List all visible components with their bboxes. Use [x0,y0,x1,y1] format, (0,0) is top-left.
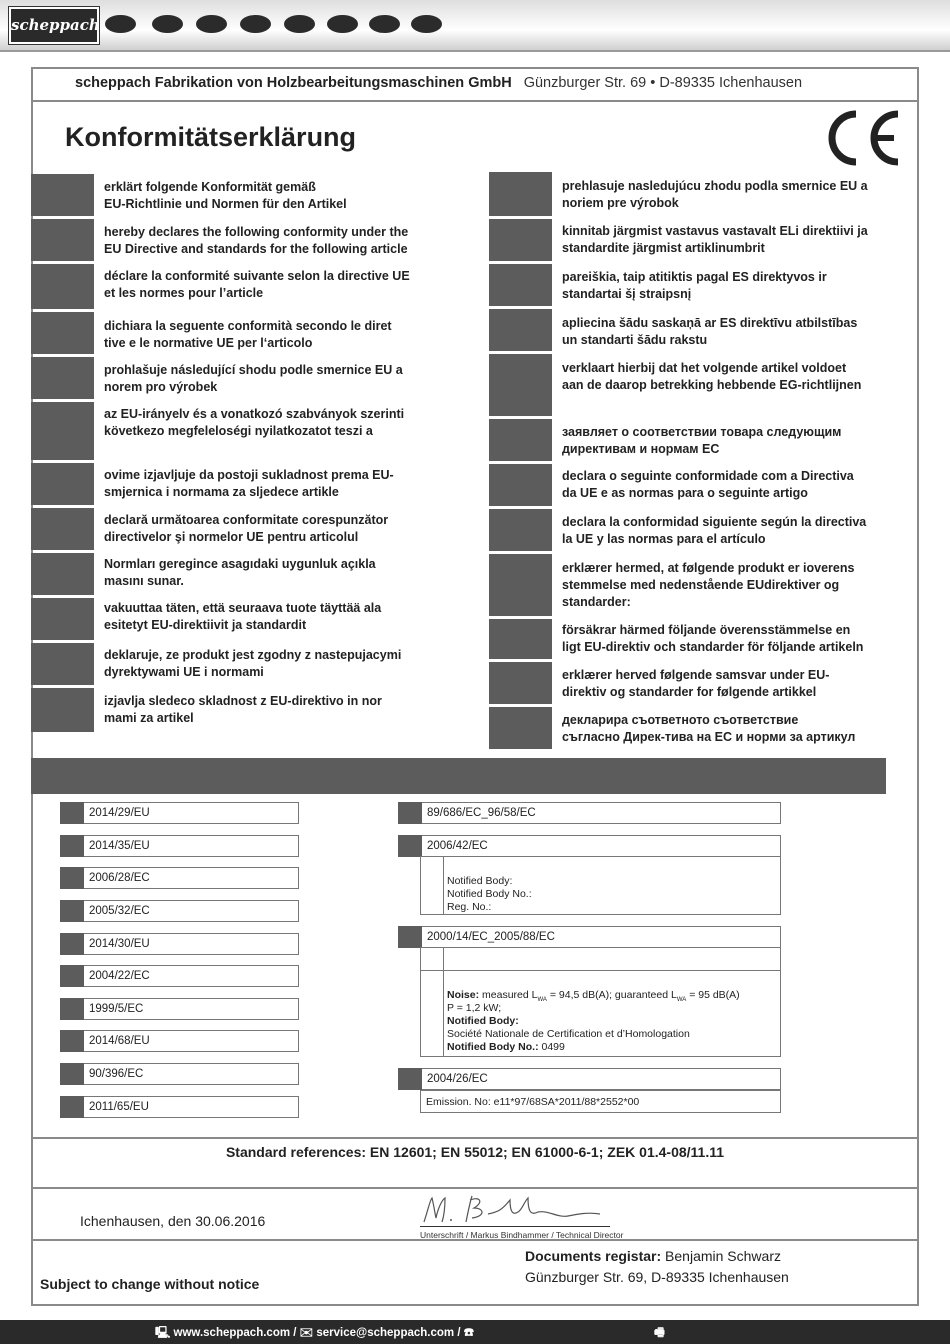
place-date: Ichenhausen, den 30.06.2016 [80,1213,266,1229]
monitor-icon: 🖳 [155,1327,171,1339]
top-bar [0,0,950,52]
directive-item: 2014/30/EU [60,933,299,955]
scheppach-logo: scheppach [9,7,99,44]
directive-item: 2004/22/EC [60,965,299,987]
emission-number: Emission. No: e11*97/68SA*2011/88*2552*00 [426,1096,640,1108]
language-statement: vakuuttaa täten, että seuraava tuote täyttää ala esitetyt EU-direktiivit ja standardit [104,601,382,632]
dot-icon [411,15,442,33]
company-header [75,75,802,91]
notified-body-number: Notified Body No.: 0499 [447,1041,565,1053]
language-statement: izjavlja sledeco skladnost z EU-direktivo in nor mami za artikel [104,694,382,725]
language-marker [489,554,552,616]
language-statement: az EU-irányelv és a vonatkozó szabványok szerinti következo megfeleloségi nyilatkozatot teszi a [104,407,405,438]
directive-item: 2014/35/EU [60,835,299,857]
directive-item: 89/686/EC_96/58/EC [398,802,781,824]
documents-address: Günzburger Str. 69, D-89335 Ichenhausen [525,1269,789,1285]
language-statement: ovime izjavljuje da postoji sukladnost prema EU- smjernica i normama za sljedece artikle [104,468,394,499]
language-statement: declara o seguinte conformidade com a Directiva da UE e as normas para o seguinte artigo [562,469,854,500]
directive-item: 2014/68/EU [60,1030,299,1052]
signature-line [420,1226,610,1227]
language-marker [31,598,94,640]
notified-body-box [420,856,781,915]
language-statement: hereby declares the following conformity under the EU Directive and standards for the following article [104,225,409,256]
page-title: Konformitätserklärung [65,122,357,152]
language-marker [489,619,552,659]
directive-item: 2005/32/EC [60,900,299,922]
language-statement: erklærer hermed, at følgende produkt er ioverens stemmelse med nedenstående EUdirektiver og standarder: [562,561,855,609]
divider [31,100,919,102]
company-address: Günzburger Str. 69 • D-89335 Ichenhausen [523,75,803,91]
dot-icon [152,15,183,33]
language-marker [489,707,552,749]
documents-name: Benjamin Schwarz [665,1248,781,1264]
language-marker [489,264,552,306]
language-statement: kinnitab järgmist vastavus vastavalt ELi direktiivi ja standardite järgmist artiklinumbrit [562,224,868,255]
dot-icon [327,15,358,33]
language-marker [31,553,94,595]
footer-bar [0,1320,950,1344]
notified-body-label: Notified Body: [447,875,513,887]
directive-item: 2004/26/EC [398,1068,781,1090]
change-notice: Subject to change without notice [40,1276,260,1292]
language-marker [489,309,552,351]
standard-references: Standard references: EN 12601; EN 55012; EN 61000-6-1; ZEK 01.4-08/11.11 [225,1144,725,1160]
directive-item: 2011/65/EU [60,1096,299,1118]
notified-body-no-label: Notified Body No.: [447,888,532,900]
language-statement: prehlasuje nasledujúcu zhodu podla smernice EU a noriem pre výrobok [562,179,868,210]
dot-icon [369,15,400,33]
language-statement: försäkrar härmed följande överensstämmelse en ligt EU-direktiv och standarder för följande artikeln [562,623,864,654]
website-link[interactable]: www.scheppach.com / [173,1327,297,1339]
language-statement: verklaart hierbij dat het volgende artikel voldoet aan de daarop betrekking hebbende EG-richtlijnen [562,361,862,392]
mail-icon: ✉ [299,1327,314,1339]
language-statement: apliecina šādu saskaņā ar ES direktīvu atbilstības un standarti šādu rakstu [562,316,858,347]
emission-box [420,1090,781,1113]
directive-item: 2006/42/EC [398,835,781,857]
language-marker [31,312,94,354]
language-marker [489,509,552,551]
company-name: scheppach Fabrikation von Holzbearbeitungsmaschinen GmbH [75,75,512,91]
language-marker [31,264,94,309]
dot-icon [284,15,315,33]
fax-icon: 🖷 [654,1327,665,1339]
noise-line: Noise: measured $L_{WA} = 94,5$ dB(A); guaranteed $L_{WA} = 95$ dB(A) [447,989,740,1004]
language-statement: deklaruje, ze produkt jest zgodny z nastepujacymi dyrektywami UE i normami [104,648,402,679]
dot-icon [240,15,271,33]
language-statement: декларира съответното съответствие съгласно Дирек-тива на ЕС и норми за артикул [562,713,856,744]
directive-item: 2014/29/EU [60,802,299,824]
article-band [31,758,886,794]
language-marker [489,172,552,216]
language-marker [489,419,552,461]
language-marker [489,219,552,261]
language-statement: erklærer herved følgende samsvar under EU- direktiv og standarder for følgende artikkel [562,668,830,699]
language-marker [31,463,94,505]
language-marker [489,662,552,704]
language-marker [489,464,552,506]
directive-item: 90/396/EC [60,1063,299,1085]
divider [31,1137,919,1139]
language-statement: declară următoarea conformitate corespunzător directivelor şi normelor UE pentru articolul [104,513,389,544]
language-marker [31,643,94,685]
signature-caption: Unterschrift / Markus Bindhammer / Technical Director [420,1230,624,1240]
language-statement: prohlašuje následující shodu podle smernice EU a norem pro výrobek [104,363,403,394]
email-link[interactable]: service@scheppach.com / [316,1327,461,1339]
documents-label: Documents registar: [525,1248,662,1264]
language-statement: declara la conformidad siguiente según la directiva la UE y las normas para el artículo [562,515,867,546]
directive-item: 2006/28/EC [60,867,299,889]
ce-mark-icon [820,108,904,168]
noise-info-box [420,947,781,1057]
notified-body-name: Société Nationale de Certification et d’Homologation [447,1028,690,1040]
language-marker [31,402,94,460]
language-statement: Normları geregince asagıdaki uygunluk açıkla masını sunar. [104,557,376,588]
language-statement: pareiškia, taip atitiktis pagal ES direktyvos ir standartai šį straipsnį [562,270,827,301]
phone-icon: ☎ [463,1327,474,1339]
language-statement: dichiara la seguente conformità secondo le diret tive e le normative UE per l‘articolo [104,319,392,350]
language-marker [31,508,94,550]
dot-icon [105,15,136,33]
dot-icon [196,15,227,33]
power-line: P = 1,2 kW; [447,1002,502,1014]
directive-item: 1999/5/EC [60,998,299,1020]
directive-item: 2000/14/EC_2005/88/EC [398,926,781,948]
signature-image [418,1188,608,1228]
language-statement: заявляет о соответствии товара следующим директивам и нормам ЕС [562,425,842,456]
language-marker [31,174,94,216]
documents-registrar [525,1246,789,1288]
language-marker [31,688,94,732]
reg-no-label: Reg. No.: [447,901,492,913]
language-marker [31,357,94,399]
notified-body-label: Notified Body: [447,1015,519,1027]
language-statement: déclare la conformité suivante selon la directive UE et les normes pour l’article [104,269,410,300]
language-statement: erklärt folgende Konformität gemäß EU-Richtlinie und Normen für den Artikel [104,180,347,211]
language-marker [31,219,94,261]
language-marker [489,354,552,416]
